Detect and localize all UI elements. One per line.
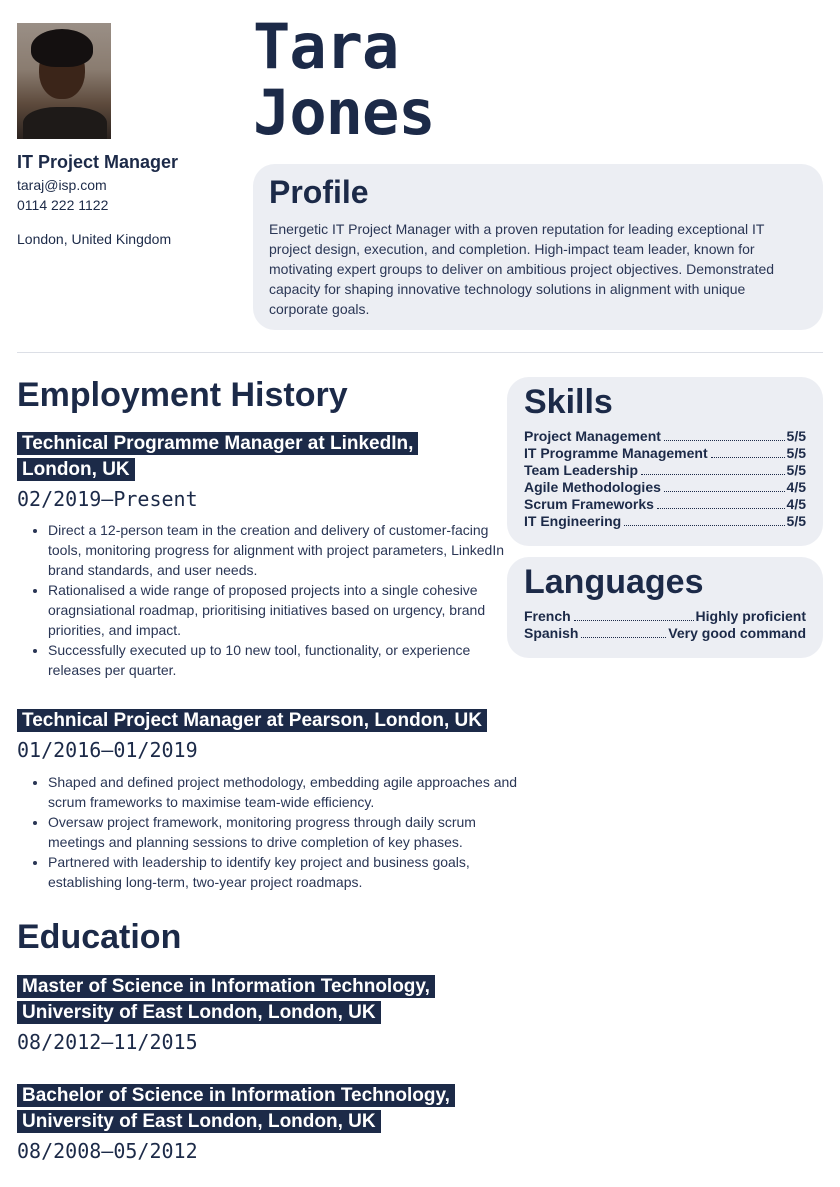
section-divider: [17, 352, 823, 353]
bullet-item: • Oversaw project framework, monitoring progress through daily scrum meetings and planning sessions to drive completion of key phases.: [48, 812, 523, 852]
skill-row: [524, 462, 806, 479]
skill-name: IT Engineering: [524, 513, 622, 529]
skill-level: 4/5: [786, 496, 806, 512]
skill-name: Scrum Frameworks: [524, 496, 654, 512]
bullet-item: • Successfully executed up to 10 new tool, functionality, or experience releases per quarter.: [48, 640, 523, 680]
job-title-2: [17, 708, 497, 734]
skills-heading: Skills: [524, 383, 613, 421]
education-dates-1: 08/2012—11/2015: [17, 1030, 198, 1054]
language-name: Spanish: [524, 625, 579, 641]
languages-section: [507, 557, 823, 658]
education-degree-1-text: Master of Science in Information Technology, University of East London, London, UK: [17, 975, 435, 1024]
education-degree-1: [17, 974, 457, 1026]
education-dates-2: 08/2008—05/2012: [17, 1139, 198, 1163]
email-address: taraj@isp.com: [17, 177, 107, 193]
skill-name: Team Leadership: [524, 462, 639, 478]
first-name: Tara: [253, 10, 399, 83]
language-level: Very good command: [668, 625, 806, 641]
education-heading: Education: [17, 918, 182, 956]
dot-leader: [664, 491, 785, 492]
language-row: [524, 608, 806, 625]
skill-row: [524, 513, 806, 530]
language-name: French: [524, 608, 571, 624]
language-level: Highly proficient: [695, 608, 806, 624]
bullet-item: • Rationalised a wide range of proposed projects into a single cohesive oragnsiational roadmap, prioritising initiatives based on urgency, brand priorities, and impact.: [48, 580, 523, 640]
dot-leader: [657, 508, 785, 509]
job-dates-2: 01/2016—01/2019: [17, 738, 198, 762]
job-title-2-text: Technical Project Manager at Pearson, London, UK: [17, 709, 487, 732]
employment-heading: Employment History: [17, 376, 348, 414]
dot-leader: [624, 525, 784, 526]
job-bullets-1: [17, 520, 523, 680]
skill-level: 4/5: [786, 479, 806, 495]
skill-level: 5/5: [786, 428, 806, 444]
job-title-1: [17, 431, 437, 483]
last-name: Jones: [253, 76, 435, 149]
phone-number: 0114 222 1122: [17, 197, 109, 213]
dot-leader: [641, 474, 784, 475]
skills-section: [507, 377, 823, 546]
skill-level: 5/5: [786, 513, 806, 529]
job-bullets-2: [17, 772, 523, 892]
skill-name: IT Programme Management: [524, 445, 708, 461]
candidate-name: [253, 10, 435, 149]
job-title-1-text: Technical Programme Manager at LinkedIn, London, UK: [17, 432, 418, 481]
skill-name: Project Management: [524, 428, 661, 444]
profile-text: Energetic IT Project Manager with a proven reputation for leading exceptional IT project design, execution, and completion. High-impact team leader, known for motivating expert groups to deliver on ambitious project objectives. Demonstrated capacity for shaping innovative technology solutions in alignment with unique corporate goals.: [269, 221, 775, 317]
education-degree-2: [17, 1083, 477, 1135]
language-row: [524, 625, 806, 642]
skill-row: [524, 496, 806, 513]
skill-name: Agile Methodologies: [524, 479, 661, 495]
job-title: IT Project Manager: [17, 152, 179, 172]
location: London, United Kingdom: [17, 231, 172, 247]
skill-row: [524, 479, 806, 496]
languages-heading: Languages: [524, 563, 704, 601]
skill-level: 5/5: [786, 445, 806, 461]
job-dates-1: 02/2019—Present: [17, 487, 198, 511]
bullet-item: • Partnered with leadership to identify key project and business goals, establishing long-term, two-year project roadmaps.: [48, 852, 523, 892]
profile-heading: Profile: [269, 174, 369, 210]
dot-leader: [574, 620, 694, 621]
profile-section: [253, 164, 823, 330]
skill-row: [524, 428, 806, 445]
bullet-item: • Shaped and defined project methodology, embedding agile approaches and scrum frameworks to maximise team-wide efficiency.: [48, 772, 523, 812]
photo-shoulders: [23, 107, 107, 139]
profile-photo: [17, 23, 111, 139]
dot-leader: [581, 637, 666, 638]
skill-level: 5/5: [786, 462, 806, 478]
dot-leader: [664, 440, 785, 441]
skill-row: [524, 445, 806, 462]
education-degree-2-text: Bachelor of Science in Information Technology, University of East London, London, UK: [17, 1084, 455, 1133]
bullet-item: • Direct a 12-person team in the creation and delivery of customer-facing tools, monitoring progress for alignment with project parameters, LinkedIn brand standards, and user needs.: [48, 520, 523, 580]
photo-hair: [31, 29, 93, 67]
dot-leader: [711, 457, 785, 458]
